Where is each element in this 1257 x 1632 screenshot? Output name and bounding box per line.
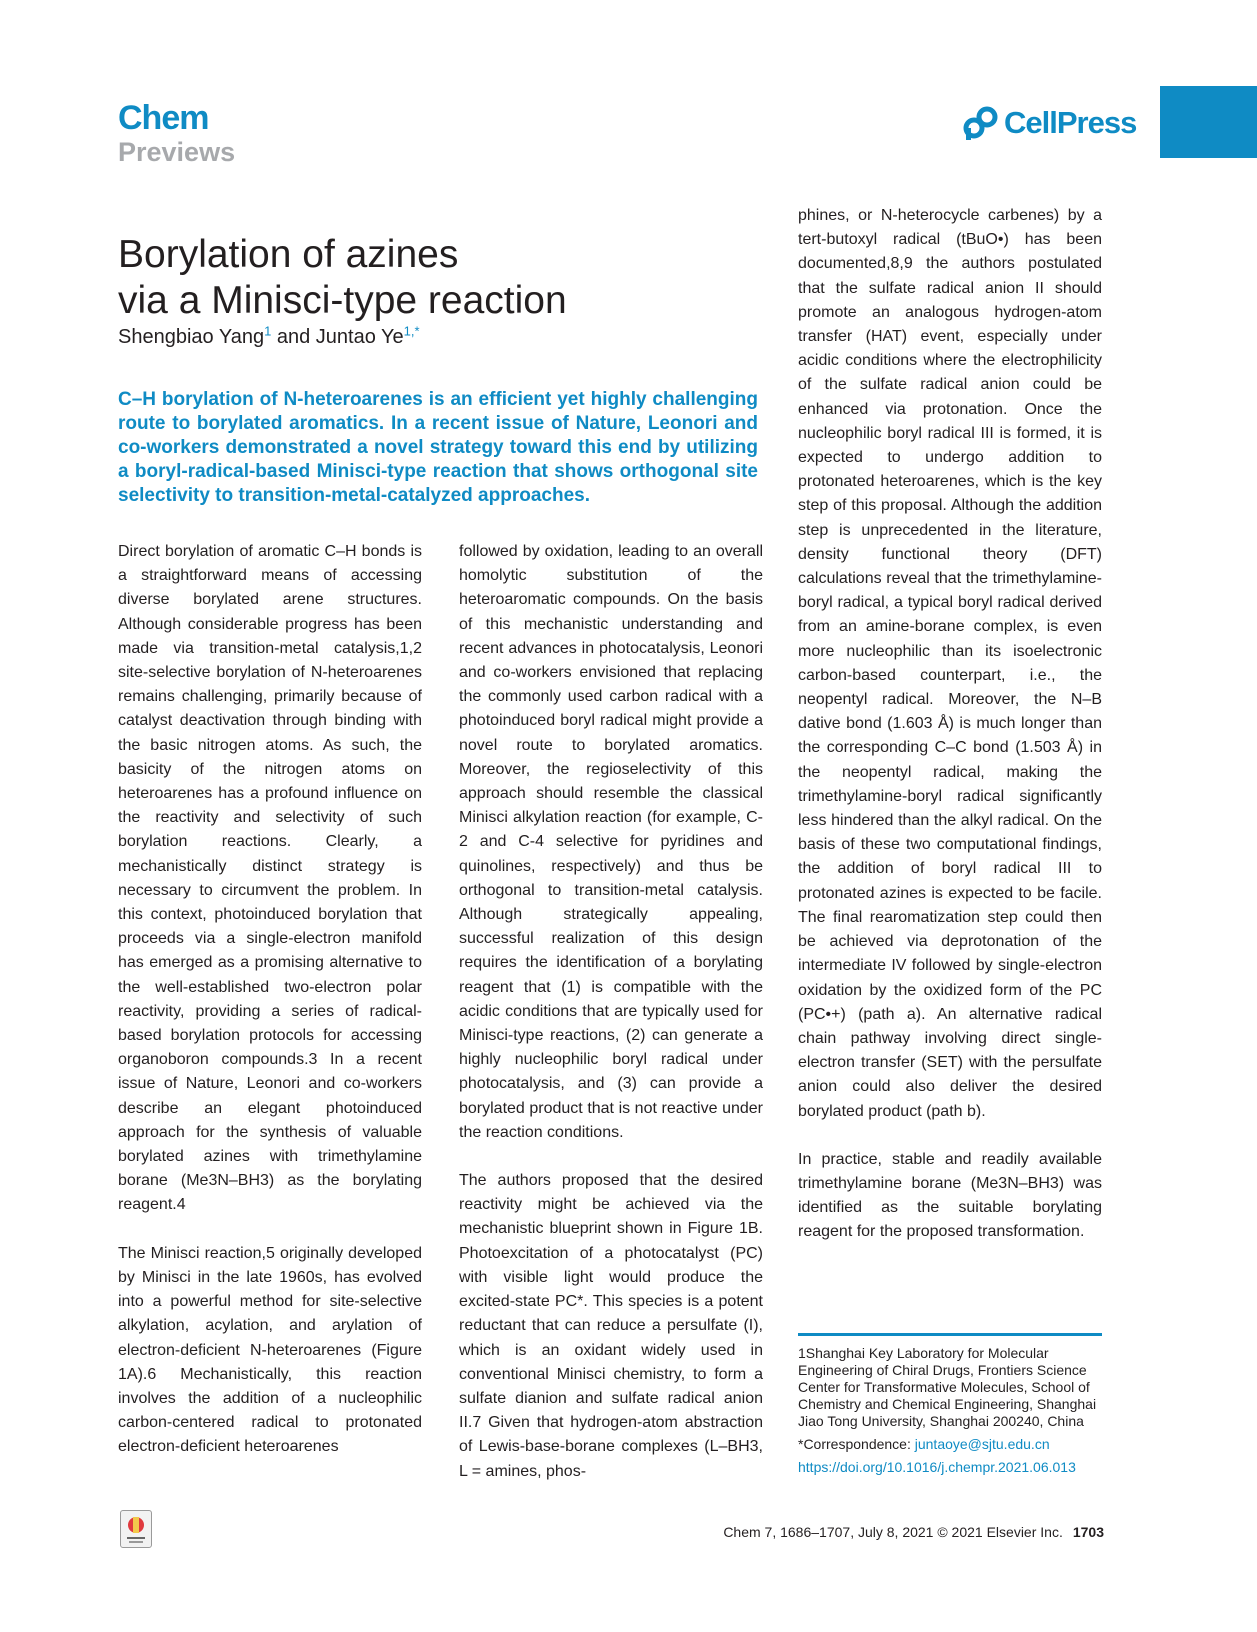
journal-name: Chem [118,99,209,137]
author-name: Shengbiao Yang [118,326,265,348]
correspondence [798,1436,1108,1453]
email-link[interactable]: juntaoye@sjtu.edu.cn [914,1436,1050,1452]
author-affiliation-ref[interactable]: 1,* [403,323,420,339]
title-line-1: Borylation of azines [118,233,459,277]
section-name: Previews [118,137,236,167]
page-number: 1703 [1072,1524,1104,1540]
affiliation-divider [798,1333,1102,1336]
paragraph: The Minisci reaction,5 originally developed by Minisci in the late 1960s, has evolved into a powerful method for site-selective alkylation, acylation, and arylation of electron-deficient N-heteroarenes (Figure 1A).6 Mechanistically, this reaction involves the addition of a nucleophilic carbon-centered radical to protonated electron-deficient heteroarenes [118,1244,422,1456]
paragraph: The authors proposed that the desired reactivity might be achieved via the mechanistic blueprint shown in Figure 1B. Photoexcitation of a photocatalyst (PC) with visible light would produce the excited-state PC*. This species is a potent reductant that can reduce a persulfate (I), which is an oxidant widely used in conventional Minisci chemistry, to form a sulfate dianion and sulfate radical anion II.7 Given that hydrogen-atom abstraction of Lewis-base-borane complexes (L–BH3, L = amines, phos- [459,1172,763,1480]
paragraph: followed by oxidation, leading to an overall homolytic substitution of the heteroaromatic compounds. On the basis of this mechanistic understanding and recent advances in photocatalysis, Leonori and co-workers envisioned that replacing the commonly used carbon radical with a photoinduced boryl radical might provide a novel route to borylated aromatics. Moreover, the regioselectivity of this approach should resemble the classical Minisci alkylation reaction (for example, C-2 and C-4 selective for pyridines and quinolines, respectively) and thus be orthogonal to transition-metal catalysis. Although strategically appealing, successful realization of this design requires the identification of a borylating reagent that (1) is compatible with the acidic conditions that are typically used for Minisci-type reactions, (2) can generate a highly nucleophilic boryl radical under photocatalysis, and (3) can provide a borylated product that is not reactive under the reaction conditions. [459,543,763,1141]
journal-header [118,100,235,168]
publisher-name: CellPress [1004,105,1137,140]
page-footer [723,1524,1104,1540]
author-conjunction: and [271,326,316,348]
body-column-2 [459,540,763,1508]
citation: Chem 7, 1686–1707, July 8, 2021 © 2021 Elsevier Inc. [723,1524,1063,1540]
author-name: Juntao Ye [315,326,404,348]
author-list [118,323,420,349]
doi-link[interactable]: https://doi.org/10.1016/j.chempr.2021.06.013 [798,1459,1076,1475]
paragraph: Direct borylation of aromatic C–H bonds is a straightforward means of accessing diverse borylated arene structures. Although considerable progress has been made via transition-metal catalysis,1,2 site-selective borylation of N-heteroarenes remains challenging, primarily because of catalyst deactivation through binding with the basic nitrogen atoms. As such, the basicity of the nitrogen atoms on heteroarenes has a profound influence on the reactivity and selectivity of such borylation reactions. Clearly, a mechanistically distinct strategy is necessary to circumvent the problem. In this context, photoinduced borylation that proceeds via a single-electron manifold has emerged as a promising alternative to the well-established two-electron polar reactivity, providing a series of radical-based borylation protocols for accessing organoboron compounds.3 In a recent issue of Nature, Leonori and co-workers describe an elegant photoinduced approach for the synthesis of valuable borylated azines with trimethylamine borane (Me3N–BH3) as the borylating reagent.4 [118,543,422,1214]
affiliation-block [798,1345,1108,1482]
affiliation-text: 1Shanghai Key Laboratory for Molecular Engineering of Chiral Drugs, Frontiers Science Center for Transformative Molecules, School of Chemistry and Chemical Engineering, Shanghai Jiao Tong University, Shanghai 200240, China [798,1345,1097,1429]
author-affiliation-ref[interactable]: 1 [264,323,272,339]
abstract: C–H borylation of N-heteroarenes is an efficient yet highly challenging route to borylated aromatics. In a recent issue of Nature, Leonori and co-workers demonstrated a novel strategy toward this end by utilizing a boryl-radical-based Minisci-type reaction that shows orthogonal site selectivity to transition-metal-catalyzed approaches. [118,389,758,506]
header-accent-tab [1160,86,1257,158]
body-column-1 [118,540,422,1484]
paragraph: In practice, stable and readily available trimethylamine borane (Me3N–BH3) was identified as the suitable borylating reagent for the proposed transformation. [798,1150,1102,1241]
publisher-logo[interactable] [962,104,1136,142]
crossmark-icon[interactable] [120,1510,152,1548]
cellpress-logo-icon [962,104,1000,142]
body-column-3 [798,204,1102,1269]
title-line-2: via a Minisci-type reaction [118,279,567,323]
correspondence-label: *Correspondence: [798,1436,915,1452]
paragraph: phines, or N-heterocycle carbenes) by a tert-butoxyl radical (tBuO•) has been documented,8,9 the authors postulated that the sulfate radical anion II should promote an analogous hydrogen-atom transfer (HAT) event, especially under acidic conditions where the electrophilicity of the sulfate radical anion could be enhanced via protonation. Once the nucleophilic boryl radical III is formed, it is expected to undergo addition to protonated heteroarenes, which is the key step of this proposal. Although the addition step is unprecedented in the literature, density functional theory (DFT) calculations reveal that the trimethylamine-boryl radical, a typical boryl radical derived from an amine-borane complex, is even more nucleophilic than its isoelectronic carbon-based counterpart, i.e., the neopentyl radical. Moreover, the N–B dative bond (1.603 Å) is much longer than the corresponding C–C bond (1.503 Å) in the neopentyl radical, making the trimethylamine-boryl radical significantly less hindered than the alkyl radical. On the basis of these two computational findings, the addition of boryl radical III to protonated azines is expected to be facile. The final rearomatization step could then be achieved via deprotonation of the intermediate IV followed by single-electron oxidation by the oxidized form of the PC (PC•+) (path a). An alternative radical chain pathway involving direct single-electron transfer (SET) with the persulfate anion could also deliver the desired borylated product (path b). [798,207,1102,1120]
article-title [118,232,758,324]
